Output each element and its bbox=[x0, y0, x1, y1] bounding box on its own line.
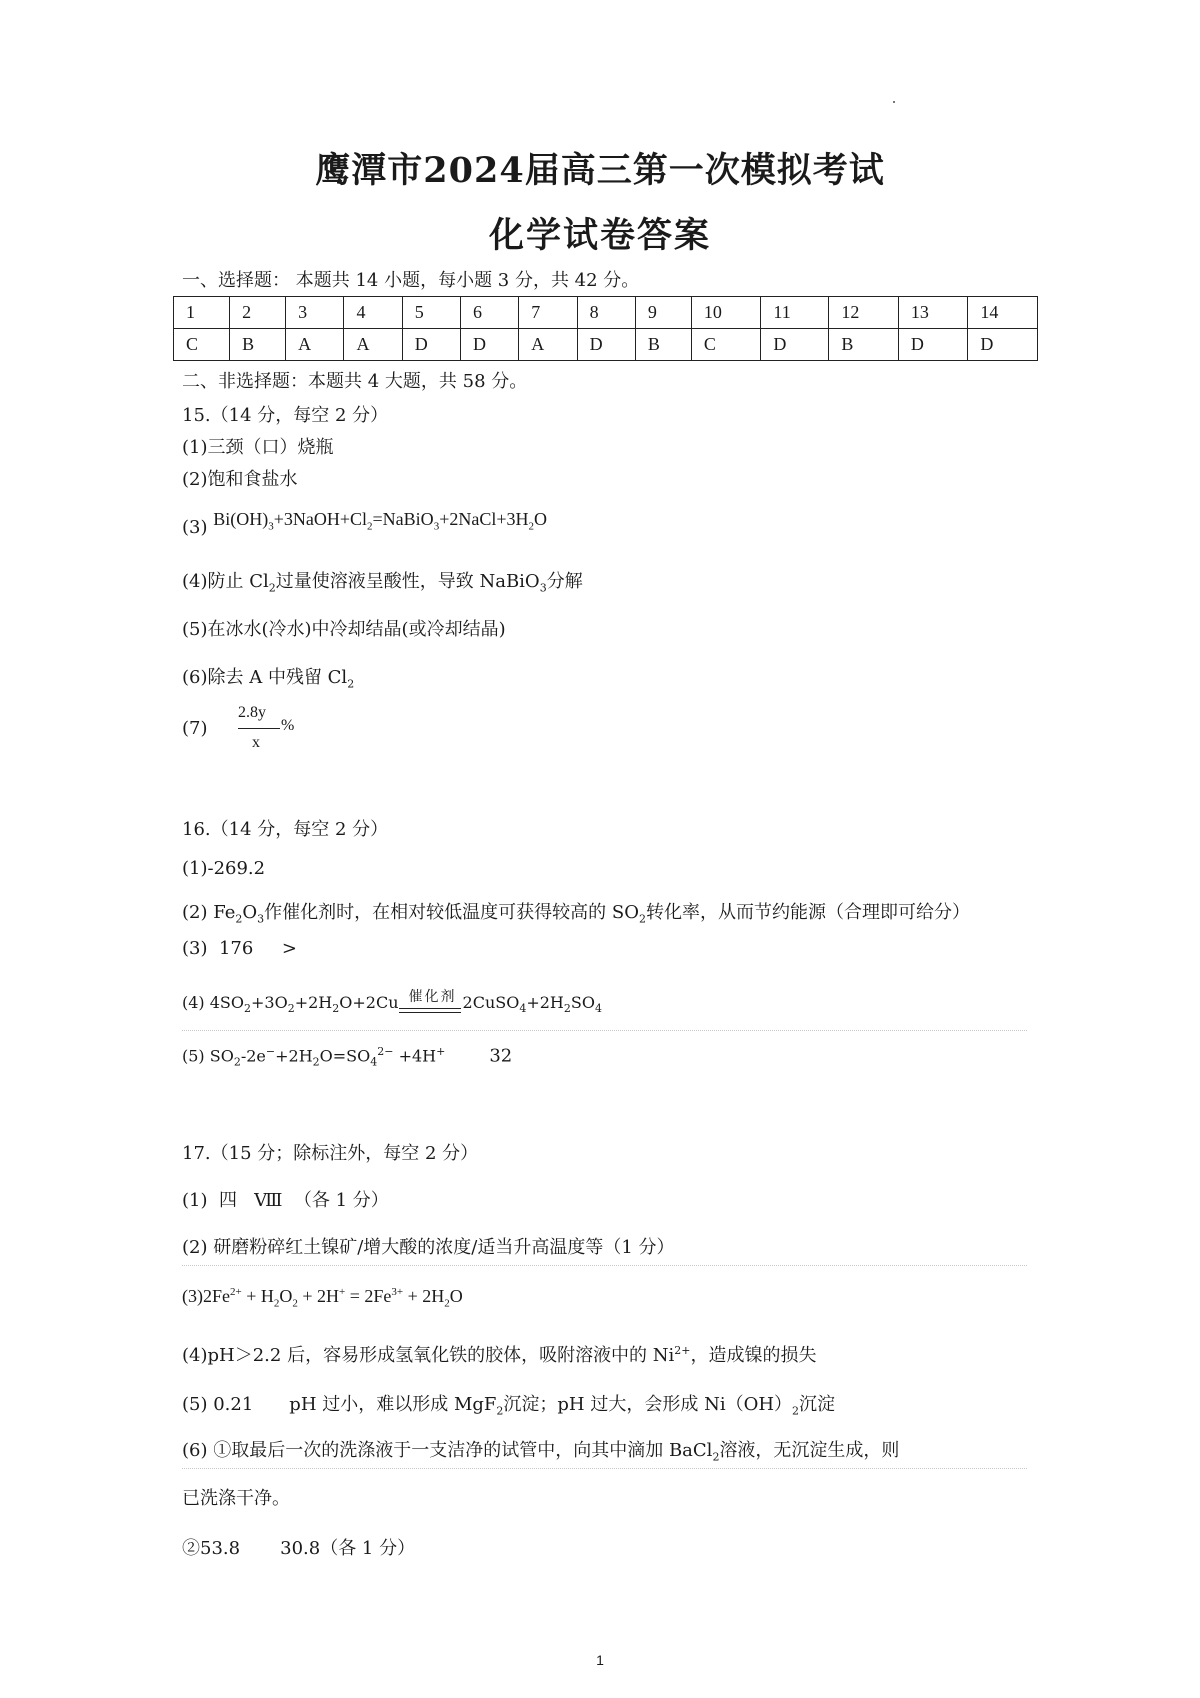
answer-table-number-row bbox=[174, 297, 1038, 329]
q17-answer-3: $(3)2Fe^{2+} + H_2O_2 + 2H^+ = 2Fe^{3+} + 2H_2O$ bbox=[182, 1286, 463, 1310]
percent-sign: % bbox=[281, 717, 295, 734]
q15-answer-7-fraction bbox=[238, 704, 298, 756]
table-cell-answer: D bbox=[461, 329, 519, 361]
table-cell-answer: D bbox=[898, 329, 967, 361]
q16-answer-2: (2) $Fe_2O_3$作催化剂时，在相对较低温度可获得较高的 $SO_2$转化率，从而节约能源（合理即可给分） bbox=[182, 902, 970, 926]
page-title: 鹰潭市2024届高三第一次模拟考试 bbox=[315, 150, 885, 191]
q15-answer-7-label: (7) bbox=[182, 718, 208, 739]
q17-answer-6-continued: 已洗涤干净。 bbox=[182, 1488, 290, 1509]
catalyst-equals-sign bbox=[399, 988, 463, 1014]
table-cell-number: 14 bbox=[968, 297, 1038, 329]
table-cell-answer: C bbox=[174, 329, 230, 361]
dotted-divider bbox=[182, 1265, 1027, 1266]
table-cell-answer: A bbox=[286, 329, 344, 361]
q16-answer-5: (5) $SO_2-2e^-+2H_2O=SO_4^{2-} +4H^+$ 32 bbox=[182, 1045, 513, 1069]
table-cell-number: 4 bbox=[344, 297, 402, 329]
table-cell-answer: A bbox=[344, 329, 402, 361]
table-cell-number: 6 bbox=[461, 297, 519, 329]
table-cell-number: 2 bbox=[230, 297, 286, 329]
answer-table bbox=[173, 296, 1038, 361]
table-cell-answer: B bbox=[635, 329, 691, 361]
q15-answer-4: (4)防止 $Cl_2$过量使溶液呈酸性，导致 NaBiO$_3$分解 bbox=[182, 571, 583, 595]
table-cell-number: 11 bbox=[761, 297, 829, 329]
table-cell-answer: C bbox=[691, 329, 760, 361]
q15-header: 15.（14 分，每空 2 分） bbox=[182, 405, 389, 426]
section-1-heading: 一、选择题： 本题共 14 小题，每小题 3 分，共 42 分。 bbox=[182, 270, 640, 291]
table-cell-answer: A bbox=[519, 329, 577, 361]
table-cell-number: 13 bbox=[898, 297, 967, 329]
table-cell-number: 5 bbox=[402, 297, 460, 329]
table-cell-answer: D bbox=[761, 329, 829, 361]
fraction-bar bbox=[238, 728, 280, 729]
q17-answer-4: (4)pH＞2.2 后，容易形成氢氧化铁的胶体，吸附溶液中的 $Ni^{2+}$，造成镍的损失 bbox=[182, 1344, 817, 1366]
q16-header: 16.（14 分，每空 2 分） bbox=[182, 819, 389, 840]
table-cell-number: 12 bbox=[829, 297, 898, 329]
table-cell-number: 10 bbox=[691, 297, 760, 329]
q15-answer-1: (1)三颈（口）烧瓶 bbox=[182, 437, 334, 458]
table-cell-number: 7 bbox=[519, 297, 577, 329]
q15-equation: $Bi(OH)_3+3NaOH+Cl_2=NaBiO_3+2NaCl+3H_2O$ bbox=[213, 509, 547, 533]
q17-answer-6-part-2: ②53.8 30.8（各 1 分） bbox=[182, 1538, 416, 1559]
q16-answer-1: (1)-269.2 bbox=[182, 858, 266, 879]
dotted-divider bbox=[182, 1030, 1027, 1031]
q15-answer-3-label: (3) bbox=[182, 517, 208, 538]
table-cell-answer: B bbox=[230, 329, 286, 361]
section-2-heading: 二、非选择题：本题共 4 大题，共 58 分。 bbox=[182, 371, 528, 392]
q15-answer-3 bbox=[182, 509, 547, 541]
table-cell-number: 8 bbox=[577, 297, 635, 329]
table-cell-answer: D bbox=[402, 329, 460, 361]
scan-speck bbox=[893, 101, 895, 103]
q16-answer-3: (3) 176 > bbox=[182, 938, 297, 959]
table-cell-number: 1 bbox=[174, 297, 230, 329]
fraction-numerator: 2.8y bbox=[238, 704, 266, 721]
catalyst-label: 催化剂 bbox=[408, 988, 457, 1005]
dotted-divider bbox=[182, 1468, 1027, 1469]
table-cell-number: 9 bbox=[635, 297, 691, 329]
q16-answer-4: (4) $4SO_2+3O_2+2H_2O+2Cu$ 催化剂 $2CuSO_4+2H_2SO_4$ bbox=[182, 993, 602, 1015]
q17-answer-1: (1) 四 Ⅷ （各 1 分） bbox=[182, 1190, 389, 1211]
table-cell-number: 3 bbox=[286, 297, 344, 329]
fraction-denominator: x bbox=[252, 734, 260, 751]
q17-answer-2: (2) 研磨粉碎红土镍矿/增大酸的浓度/适当升高温度等（1 分） bbox=[182, 1237, 675, 1258]
q17-header: 17.（15 分；除标注外，每空 2 分） bbox=[182, 1143, 479, 1164]
answer-table-answer-row bbox=[174, 329, 1038, 361]
table-cell-answer: D bbox=[968, 329, 1038, 361]
table-cell-answer: D bbox=[577, 329, 635, 361]
page-number: 1 bbox=[596, 1652, 604, 1668]
q17-answer-5: (5) 0.21 pH 过小，难以形成 MgF$_2$沉淀；pH 过大，会形成 $Ni(OH)_2$沉淀 bbox=[182, 1394, 836, 1418]
table-cell-answer: B bbox=[829, 329, 898, 361]
q15-answer-5: (5)在冰水(冷水)中冷却结晶(或冷却结晶) bbox=[182, 619, 506, 640]
q15-answer-2: (2)饱和食盐水 bbox=[182, 469, 298, 490]
q15-answer-6: (6)除去 A 中残留 $Cl_2$ bbox=[182, 667, 355, 691]
page-subtitle: 化学试卷答案 bbox=[488, 215, 711, 256]
q17-answer-6: (6) ①取最后一次的洗涤液于一支洁净的试管中，向其中滴加 BaCl$_2$溶液，无沉淀生成，则 bbox=[182, 1440, 900, 1464]
